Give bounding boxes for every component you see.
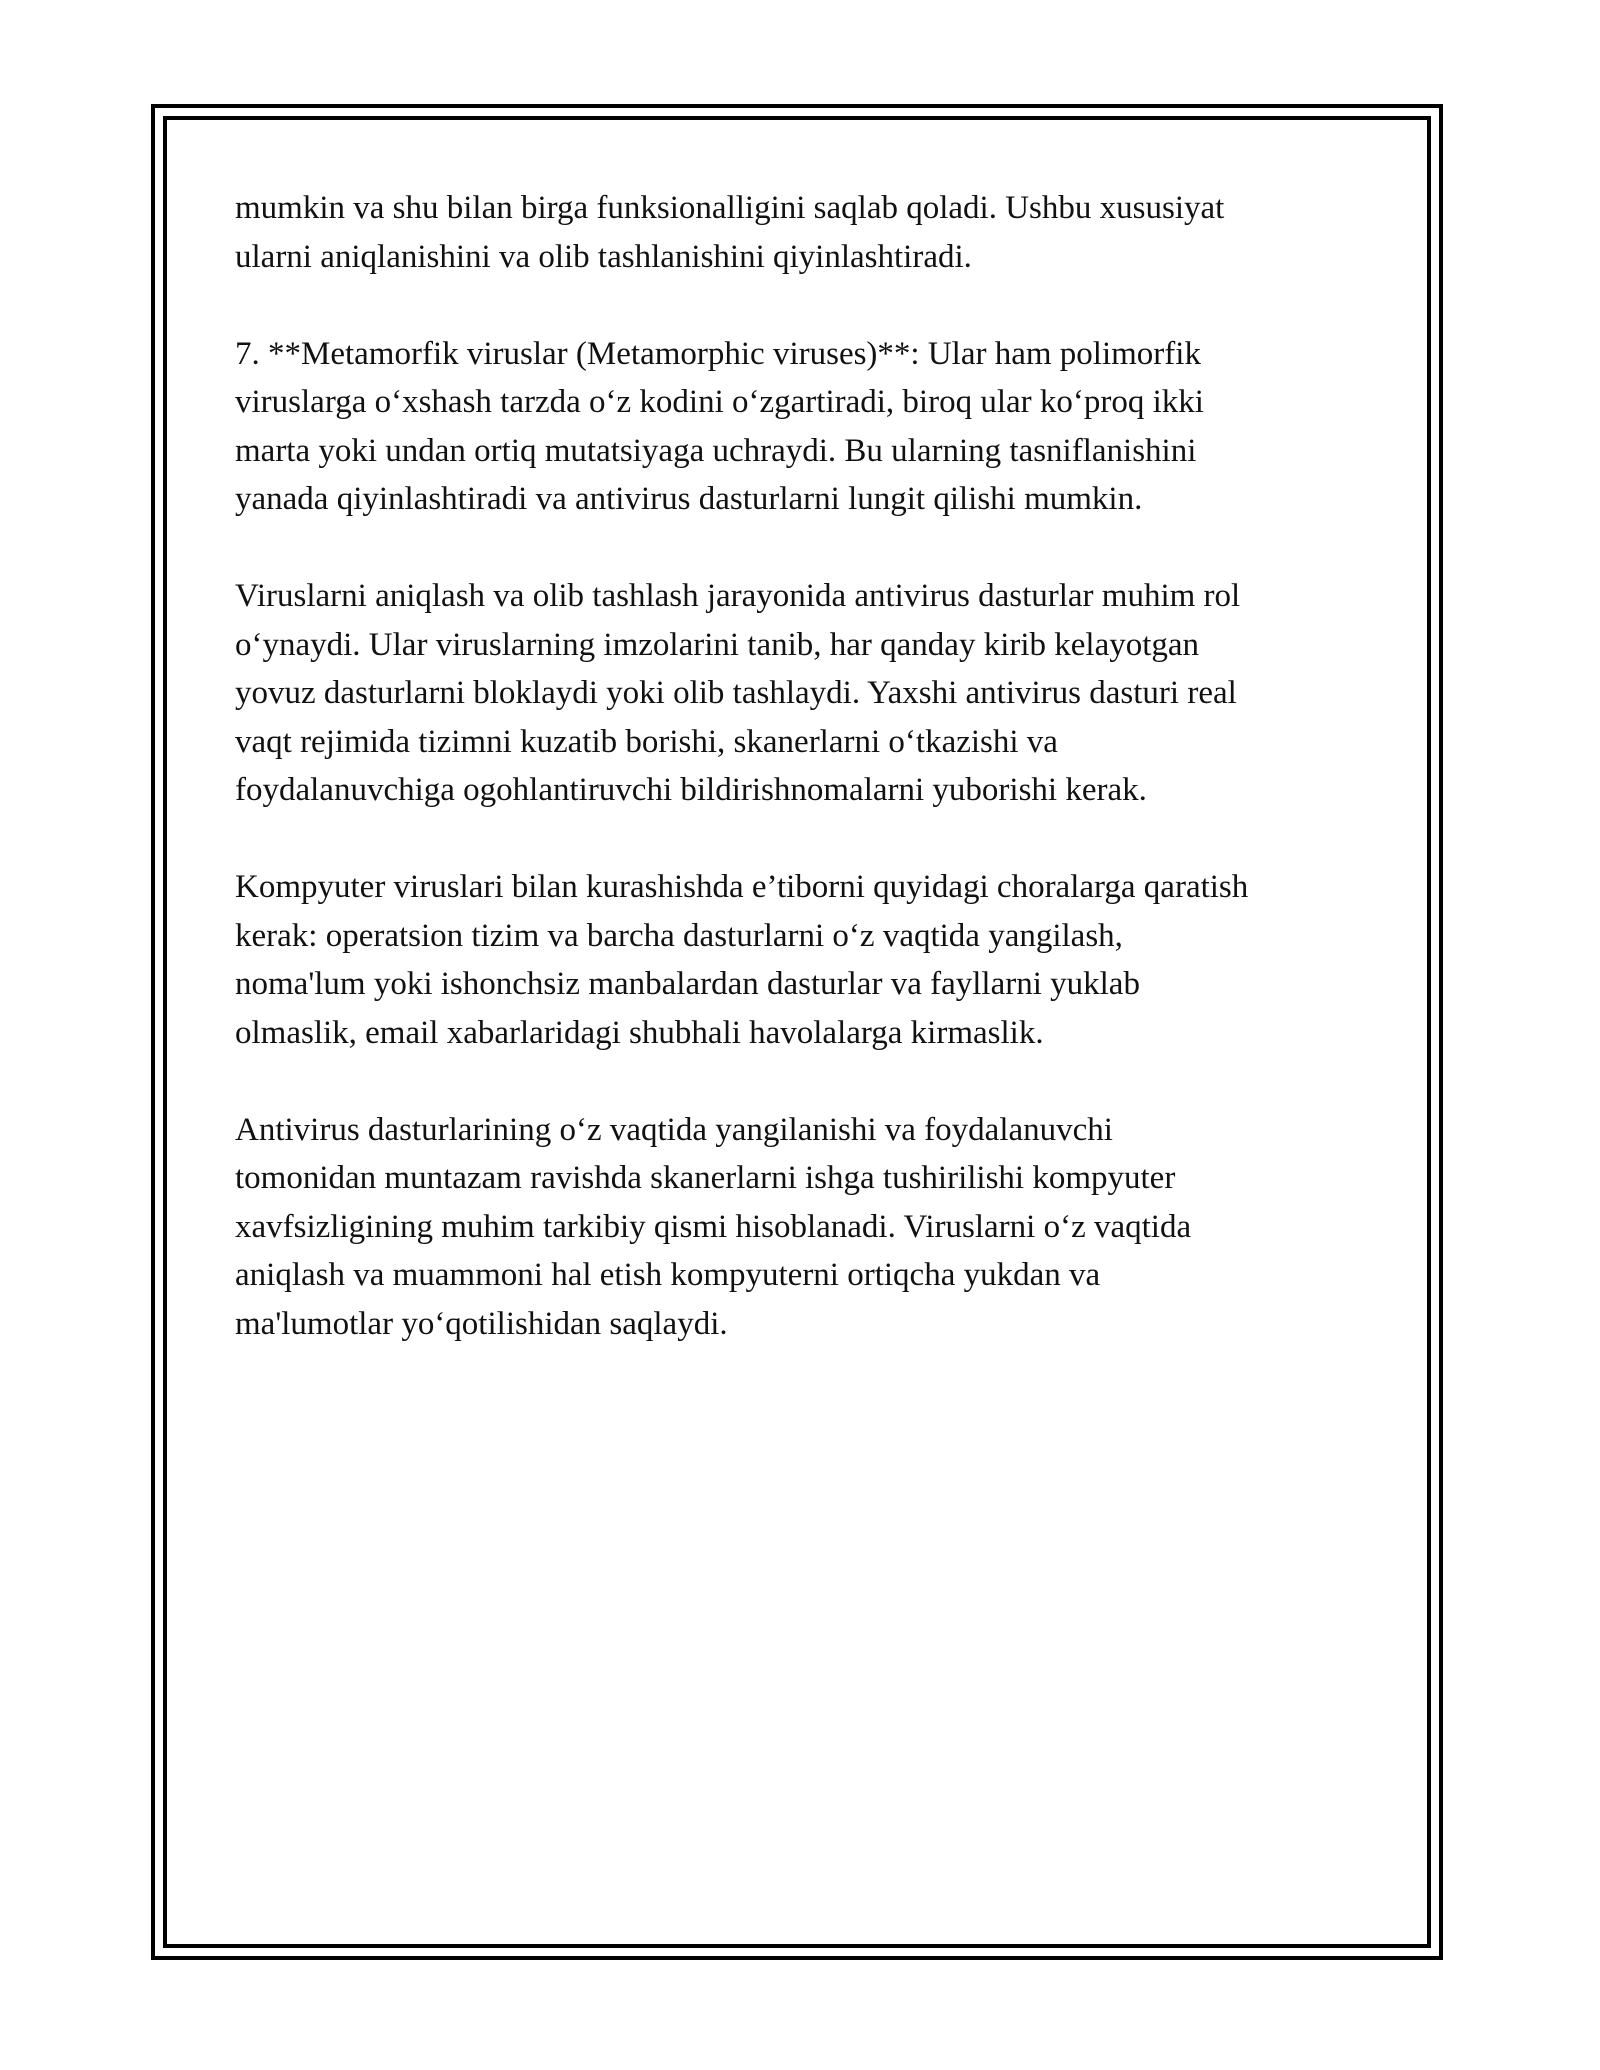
paragraph-2 [235, 330, 1395, 524]
paragraph-line: mumkin va shu bilan birga funksionalligini saqlab qoladi. Ushbu xususiyat [235, 190, 1225, 226]
paragraph-5 [235, 1106, 1395, 1349]
paragraph-line: tomonidan muntazam ravishda skanerlarni ishga tushirilishi kompyuter [235, 1160, 1176, 1196]
paragraph-line: aniqlash va muammoni hal etish kompyuterni ortiqcha yukdan va [235, 1257, 1101, 1293]
paragraph-1 [235, 184, 1395, 281]
paragraph-line: Antivirus dasturlarining o‘z vaqtida yangilanishi va foydalanuvchi [235, 1111, 1113, 1148]
paragraph-line: viruslarga o‘xshash tarzda o‘z kodini o‘zgartiradi, biroq ular ko‘proq ikki [235, 384, 1204, 420]
paragraph-line: Kompyuter viruslari bilan kurashishda e’tiborni quyidagi choralarga qaratish [235, 869, 1249, 905]
paragraph-line: kerak: operatsion tizim va barcha dasturlarni o‘z vaqtida yangilash, [235, 917, 1123, 954]
paragraph-3 [235, 572, 1395, 815]
page-content [235, 184, 1395, 1397]
paragraph-line: yovuz dasturlarni bloklaydi yoki olib tashlaydi. Yaxshi antivirus dasturi real [235, 675, 1237, 711]
paragraph-line: ma'lumotlar yo‘qotilishidan saqlaydi. [235, 1305, 728, 1342]
paragraph-line: yanada qiyinlashtiradi va antivirus dasturlarni lungit qilishi mumkin. [235, 481, 1143, 517]
paragraph-4 [235, 863, 1395, 1057]
paragraph-line: 7. **Metamorfik viruslar (Metamorphic viruses)**: Ular ham polimorfik [235, 335, 1201, 372]
paragraph-line: marta yoki undan ortiq mutatsiyaga uchraydi. Bu ularning tasniflanishini [235, 432, 1197, 469]
paragraph-line: o‘ynaydi. Ular viruslarning imzolarini tanib, har qanday kirib kelayotgan [235, 626, 1200, 663]
paragraph-line: foydalanuvchiga ogohlantiruvchi bildirishnomalarni yuborishi kerak. [235, 772, 1147, 808]
paragraph-line: Viruslarni aniqlash va olib tashlash jarayonida antivirus dasturlar muhim rol [235, 578, 1241, 614]
paragraph-line: xavfsizligining muhim tarkibiy qismi hisoblanadi. Viruslarni o‘z vaqtida [235, 1208, 1192, 1245]
paragraph-line: vaqt rejimida tizimni kuzatib borishi, skanerlarni o‘tkazishi va [235, 723, 1058, 760]
paragraph-line: olmaslik, email xabarlaridagi shubhali havolalarga kirmaslik. [235, 1014, 1044, 1051]
paragraph-line: noma'lum yoki ishonchsiz manbalardan dasturlar va fayllarni yuklab [235, 966, 1140, 1002]
paragraph-line: ularni aniqlanishini va olib tashlanishini qiyinlashtiradi. [235, 238, 972, 275]
